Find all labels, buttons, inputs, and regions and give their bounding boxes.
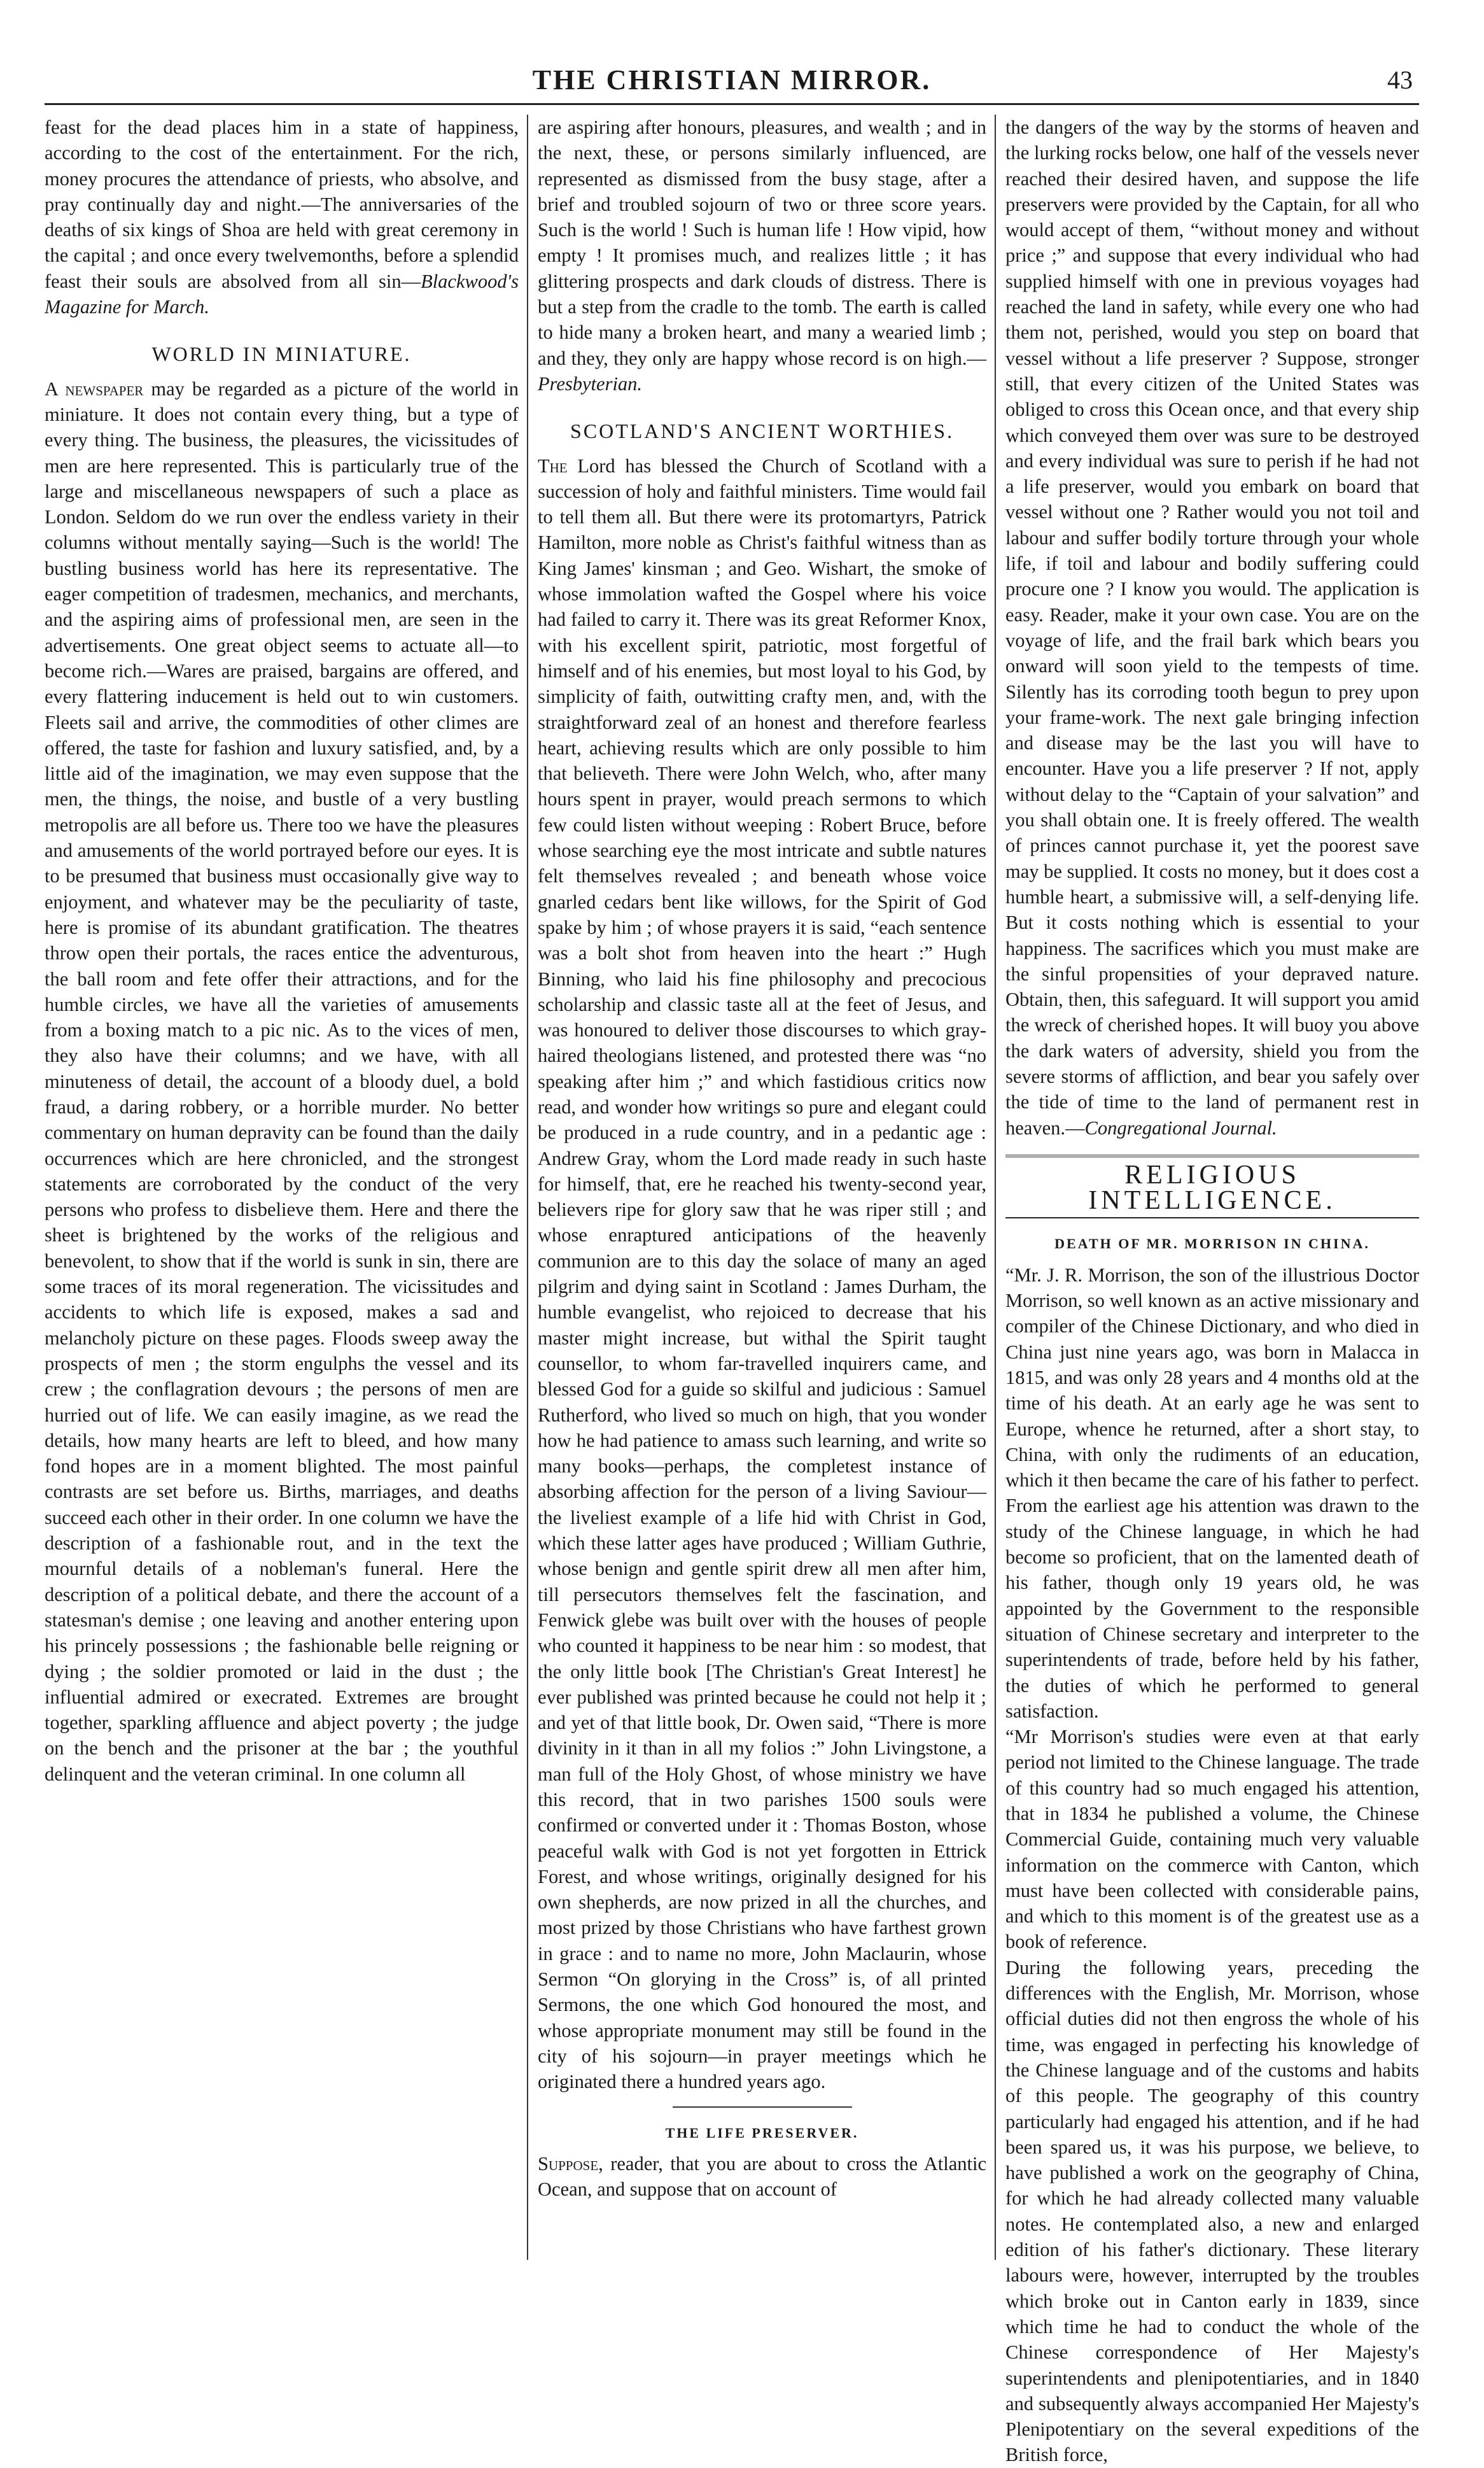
section-divider bbox=[673, 2106, 852, 2108]
continuation-text: are aspiring after honours, pleasures, and wealth ; and in the next, these, or persons similarly influenced, are represented as dismissed from the busy stage, after a brief and troubled sojourn of two or three score years. Such is the world ! Such is human life ! How vipid, how empty ! It promises much, and realizes little ; it has glittering prospects and dark clouds of distress. There is but a step from the cradle to the tomb. The earth is called to hide many a broken heart, and many a wearied limb ; and they, they only are happy whose record is on high.— bbox=[538, 116, 986, 369]
column-3 bbox=[1005, 115, 1419, 2466]
header-rule bbox=[45, 103, 1419, 105]
page-header bbox=[45, 51, 1419, 108]
article-paragraph: “Mr Morrison's studies were even at that early period not limited to the Chinese language. The trade of this country had so much engaged his attention, that in 1834 he published a volume, the Chinese Commercial Guide, containing much very valuable information on the commerce with Canton, which must have been collected with considerable pains, and which to this moment is of the greatest use as a book of reference. bbox=[1005, 1726, 1419, 1953]
column-divider bbox=[995, 115, 996, 2260]
continuation-paragraph bbox=[1005, 115, 1419, 1141]
article-paragraph bbox=[538, 2151, 986, 2203]
opening-words: The bbox=[538, 455, 568, 477]
article-body: reader, that you are about to cross the Atlantic Ocean, and suppose that on account of bbox=[538, 2152, 986, 2201]
article-body: may be regarded as a picture of the world in miniature. It does not contain every thing, but a type of every thing. The business, the pleasures, the vicissitudes of men are here represented. This is particularly true of the large and miscellaneous newspapers of such a place as London. Seldom do we run over the endless variety in their columns without mentally saying—Such is the world! The bustling business world has here its representative. The eager competition of tradesmen, mechanics, and merchants, and the aspiring aims of professional men, are seen in the advertisements. One great object seems to actuate all—to become rich.—Wares are praised, bargains are offered, and every flattering inducement is held out to win customers. Fleets sail and arrive, the commodities of other climes are offered, the taste for fashion and luxury satisfied, and, by a little aid of the imagination, we may even suppose that the men, the things, the noise, and bustle of a very bustling metropolis are all before us. There too we have the pleasures and amusements of the world portrayed before our eyes. It is to be presumed that business must occasionally give way to enjoyment, and whatever may be the peculiarity of taste, here is promise of its abundant gratification. The theatres throw open their portals, the races entice the adventurous, the ball room and fete offer their attractions, and for the humble circles, we have all the varieties of amusements from a boxing match to a pic nic. As to the vices of men, they also have their columns; and we have, with all minuteness of detail, the account of a bloody duel, a bold fraud, a daring robbery, or a horrible murder. No better commentary on human depravity can be found than the daily occurrences which are here chronicled, and the strongest statements are corroborated by the conduct of the very persons who profess to disbelieve them. Here and there the sheet is brightened by the works of the religious and benevolent, to show that if the world is sunk in sin, there are some traces of its moral regeneration. The vicissitudes and accidents to which life is exposed, makes a sad and melancholy picture on these pages. Floods sweep away the prospects of men ; the storm engulphs the vessel and its crew ; the conflagration devours ; the persons of men are hurried out of life. We can easily imagine, as we read the details, how many hearts are left to bleed, and how many fond hopes are in a moment blighted. The most painful contrasts are set before us. Births, marriages, and deaths succeed each other in their order. In one column we have the description of a fashionable rout, and in the text the mournful details of a nobleman's funeral. Here the description of a political debate, and there the account of a statesman's demise ; one leaving and another entering upon his princely possessions ; the fashionable belle reigning or dying ; the soldier promoted or laid in the dust ; the influential admired or execrated. Extremes are brought together, sparkling affluence and abject poverty ; the judge on the bench and the prisoner at the bar ; the youthful delinquent and the veteran criminal. In one column all bbox=[45, 377, 519, 1785]
opening-words: A newspaper bbox=[45, 377, 144, 400]
article-heading-scotlands-ancient-worthies: SCOTLAND'S ANCIENT WORTHIES. bbox=[570, 420, 955, 443]
article-paragraph bbox=[45, 376, 519, 1787]
article-heading-life-preserver: THE LIFE PRESERVER. bbox=[665, 2124, 859, 2141]
newspaper-page bbox=[45, 38, 1419, 2466]
article-subheading-death-of-morrison: DEATH OF MR. MORRISON IN CHINA. bbox=[1054, 1236, 1370, 1252]
source-credit: Blackwood's Magazine for March. bbox=[45, 270, 519, 318]
article-heading-world-in-miniature: WORLD IN MINIATURE. bbox=[151, 342, 412, 366]
column-2 bbox=[538, 115, 986, 2260]
continuation-paragraph bbox=[45, 115, 519, 320]
opening-words: Suppose, bbox=[538, 2152, 603, 2175]
article-body: Lord has blessed the Church of Scotland with a succession of holy and faithful ministers. Time would fail to tell them all. But there were its protomartyrs, Patrick Hamilton, more noble as Christ's faithful witness than as King James' kinsman ; and Geo. Wishart, the smoke of whose immolation wafted the Gospel where his voice had failed to carry it. There was its great Reformer Knox, with his excellent spirit, patriotic, most forgetful of himself and of his enemies, but most loyal to his God, by simplicity of faith, outwitting crafty men, and, with the straightforward zeal of an honest and therefore fearless heart, achieving results which are only possible to him that believeth. There were John Welch, who, after many hours spent in prayer, would preach sermons to which few could listen without weeping : Robert Bruce, before whose searching eye the most intricate and subtle natures felt themselves revealed ; and beneath whose voice gnarled cedars bent like willows, for the Spirit of God spake by him ; of whose prayers it is said, “each sentence was a bolt shot from heaven into the heart :” Hugh Binning, who laid his fine philosophy and precocious scholarship and classic taste all at the feet of Jesus, and was honoured to deliver those discourses to which gray-haired theologians listened, and protested there was “no speaking after him ;” and which fastidious critics now read, and wonder how writings so pure and elegant could be produced in a rude country, and in a pedantic age : Andrew Gray, whom the Lord made ready in such haste for himself, that, ere he reached his twenty-second year, believers ripe for glory saw that he was riper still ; and whose enraptured anticipations of the heavenly communion are to this day the solace of many an aged pilgrim and dying saint in Scotland : James Durham, the humble evangelist, who rejoiced to decrease that his master might increase, but withal the Spirit taught counsellor, to whom far-travelled inquirers came, and blessed God for a guide so skilful and judicious : Samuel Rutherford, who lived so much on high, that you wonder how he had patience to amass such learning, and write so many books—perhaps, the completest instance of absorbing affection for the person of a living Saviour—the liveliest example of a life hid with Christ in God, which these latter ages have produced ; William Guthrie, whose benign and gentle spirit drew all men after him, till persecutors themselves felt the fascination, and Fenwick glebe was built over with the houses of people who counted it happiness to be near him : so modest, that the only little book [The Christian's Great Interest] he ever published was printed because he could not help it ; and yet of that little book, Dr. Owen said, “There is more divinity in it than in all my folios :” John Livingstone, a man full of the Holy Ghost, of whose ministry we have this record, that in two parishes 1500 souls were confirmed or converted under it : Thomas Boston, whose peaceful walk with God is not yet forgotten in Ettrick Forest, and whose writings, originally designed for his own shepherds, are now prized in all the churches, and most prized by those Christians who have farthest grown in grace : and to name no more, John Maclaurin, whose Sermon “On glorying in the Cross” is, of all printed Sermons, the one which God honoured the most, and whose appropriate monument may still be found in the city of his sojourn—in prayer meetings which he originated there a hundred years ago. bbox=[538, 455, 987, 2093]
article-paragraph: “Mr. J. R. Morrison, the son of the illustrious Doctor Morrison, so well known as an active missionary and compiler of the Chinese Dictionary, and who died in China just nine years ago, was born in Malacca in 1815, and was only 28 years and 4 months old at the time of his death. At an early age he was sent to Europe, whence he returned, after a short stay, to China, with only the rudiments of an education, which it then became the care of his father to perfect. From the earliest age his attention was drawn to the study of the Chinese language, in which he had become so proficient, that on the lamented death of his father, though only 19 years old, he was appointed by the Government to the responsible situation of Chinese secretary and interpreter to the superintendents of trade, before held by his father, the duties of which he performed to general satisfaction. bbox=[1005, 1264, 1419, 1722]
source-credit: Presbyterian. bbox=[538, 372, 643, 395]
article-paragraph: During the following years, preceding the differences with the English, Mr. Morrison, whose official duties did not then engross the whole of his time, was engaged in perfecting his knowledge of the Chinese language and of the customs and habits of this people. The geography of this country particularly had engaged his attention, and if he had been spared us, it was his purpose, we believe, to have published a work on the geography of China, for which he had already collected many valuable notes. He contemplated also, a new and enlarged edition of his father's dictionary. These literary labours were, however, interrupted by the troubles which broke out in Canton early in 1839, since which time he had to conduct the whole of the Chinese correspondence of Her Majesty's superintendents and plenipotentiaries, and in 1840 and subsequently always accompanied Her Majesty's Plenipotentiary on the several expeditions of the British force, bbox=[1005, 1956, 1419, 2466]
column-1 bbox=[45, 115, 519, 2260]
publication-title: THE CHRISTIAN MIRROR. bbox=[532, 64, 932, 95]
section-heading-religious-intelligence: RELIGIOUS INTELLIGENCE. bbox=[1005, 1155, 1419, 1219]
article-paragraph bbox=[538, 453, 986, 2095]
column-divider bbox=[527, 115, 528, 2260]
page-number: 43 bbox=[1387, 66, 1413, 94]
continuation-text: the dangers of the way by the storms of heaven and the lurking rocks below, one half of the vessels never reached their desired haven, and suppose the life preservers were provided by the Captain, for all who would accept of them, “without money and without price ;” and suppose that every individual who had supplied himself with one in previous voyages had reached the land in safety, while every one who had them not, perished, would you step on board that vessel without a life preserver ? Suppose, stronger still, that every citizen of the United States was obliged to cross this Ocean once, and that every ship which conveyed them over was sure to be destroyed and every individual was sure to perish if he had not a life preserver, would you embark on board that vessel without one ? Rather would you not toil and labour and suffer bodily torture through your whole life, if toil and labour and bodily suffering could procure one ? I know you would. The application is easy. Reader, make it your own case. You are on the voyage of life, and the frail bark which bears you onward will soon yield to the tempests of time. Silently has its corroding tooth begun to prey upon your frame-work. The next gale bringing infection and disease may be the last you will have to encounter. Have you a life preserver ? If not, apply without delay to the “Captain of your salvation” and you shall obtain one. It is freely offered. The wealth of princes cannot purchase it, yet the poorest save may be supplied. It costs no money, but it does cost a humble heart, a submissive will, a self-denying life. But it costs nothing which is essential to your happiness. The sacrifices which you must make are the sinful propensities of your depraved nature. Obtain, then, this safeguard. It will support you amid the wreck of cherished hopes. It will buoy you above the dark waters of adversity, shield you from the severe storms of affliction, and bear you safely over the tide of time to the land of permanent rest in heaven.— bbox=[1005, 116, 1419, 1139]
source-credit: Congregational Journal. bbox=[1084, 1117, 1277, 1139]
continuation-text: feast for the dead places him in a state of happiness, according to the cost of the entertainment. For the rich, money procures the attendance of priests, who absolve, and pray continually day and night.—The anniversaries of the deaths of six kings of Shoa are held with great ceremony in the capital ; and once every twelvemonths, before a splendid feast their souls are absolved from all sin— bbox=[45, 116, 519, 292]
continuation-paragraph bbox=[538, 115, 986, 397]
